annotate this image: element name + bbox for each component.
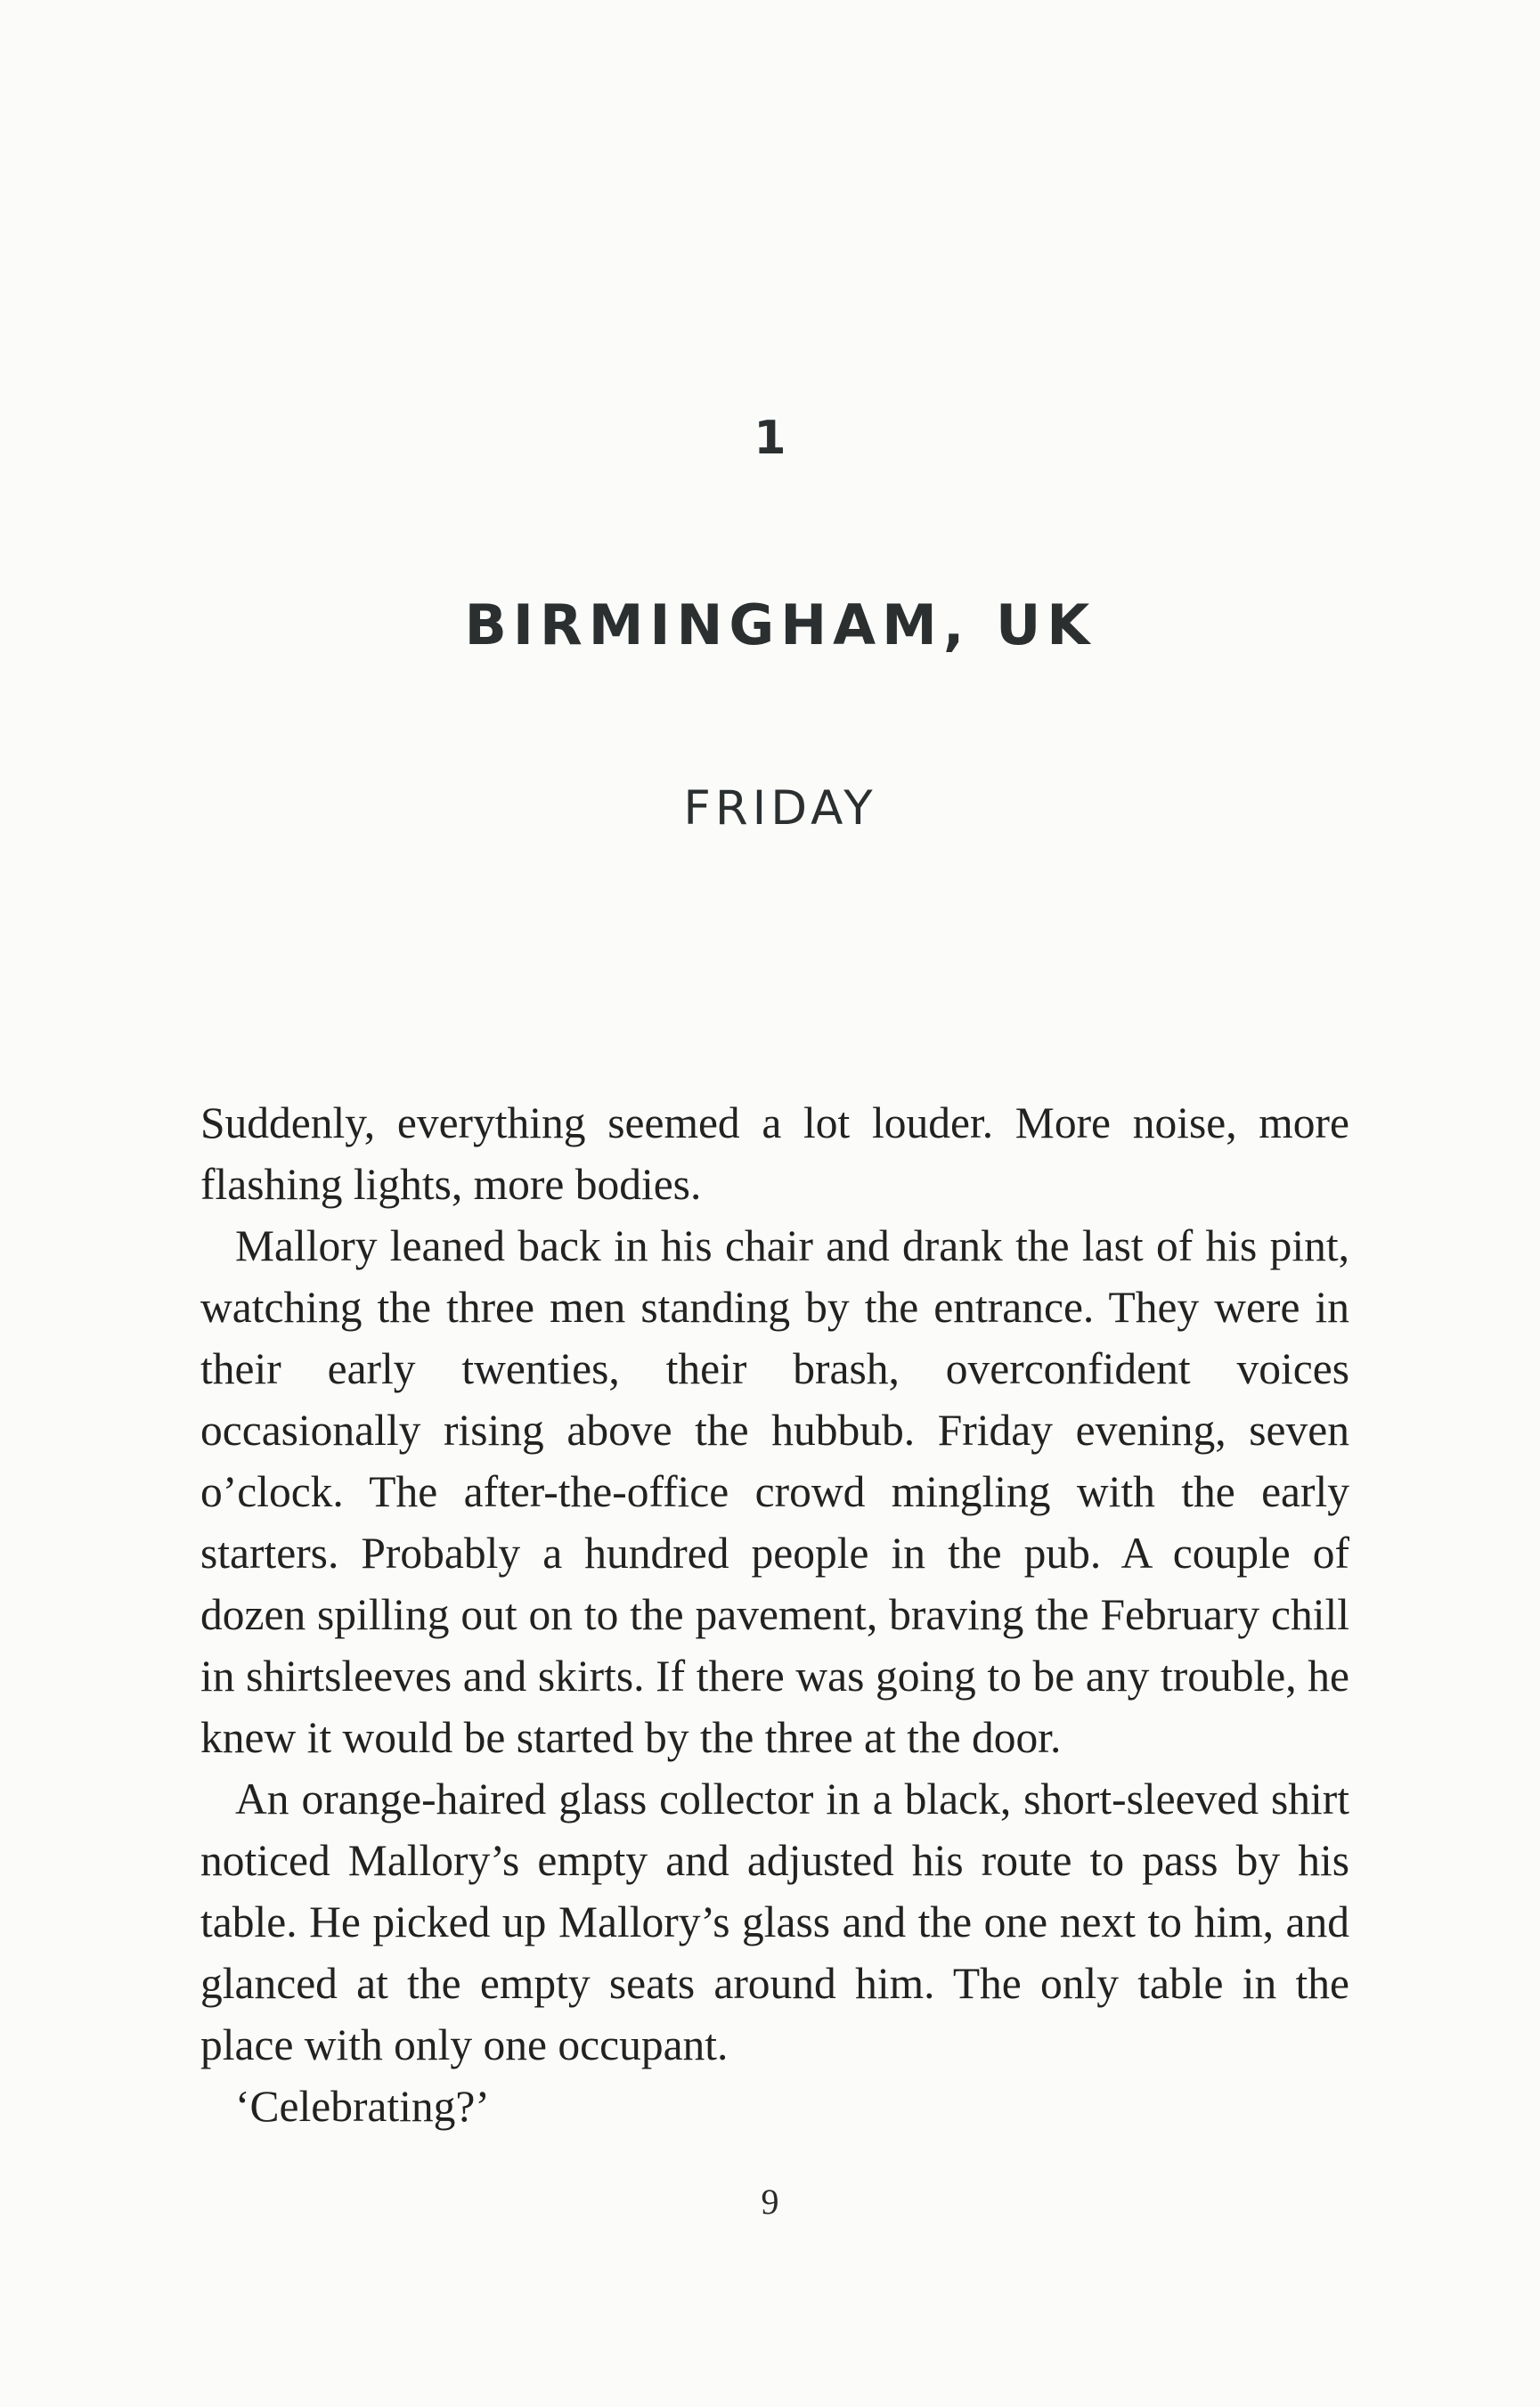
chapter-number: 1	[754, 412, 786, 465]
paragraph: An orange-haired glass collector in a black, short-sleeved shirt noticed Mallory’s empty and adjusted his route to pass by his table. He picked up Mallory’s glass and the one next to him, and glanced at the empty seats around him. The only table in the place with only one occupant.	[200, 1775, 1349, 2069]
paragraph: Mallory leaned back in his chair and drank the last of his pint, watching the three men standing by the entrance. They were in their early twenties, their brash, overconfident voices occasionally rising above the hubbub. Friday evening, seven o’clock. The after-the-office crowd mingling with the early starters. Probably a hundred people in the pub. A couple of dozen spilling out on to the pavement, braving the February chill in shirtsleeves and skirts. If there was going to be any trouble, he knew it would be started by the three at the door.	[200, 1221, 1349, 1762]
chapter-body-text	[200, 1092, 1349, 2137]
chapter-day-heading: FRIDAY	[683, 781, 877, 836]
chapter-location-heading: BIRMINGHAM, UK	[464, 592, 1096, 657]
paragraph: Suddenly, everything seemed a lot louder. More noise, more flashing lights, more bodies.	[200, 1098, 1349, 1209]
paragraph: ‘Celebrating?’	[235, 2082, 490, 2131]
page-number: 9	[761, 2182, 779, 2222]
